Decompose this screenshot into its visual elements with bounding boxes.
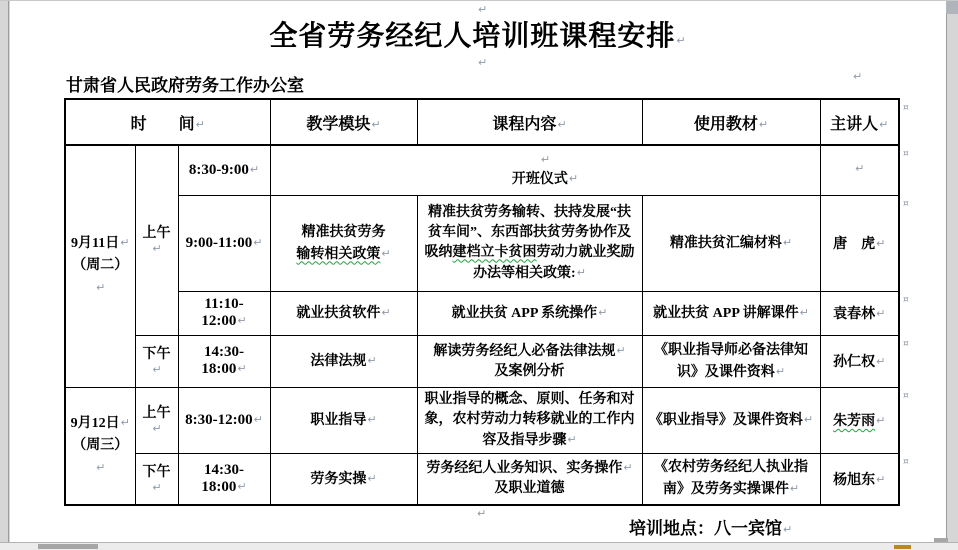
cell-pm-day1[interactable] xyxy=(135,335,178,387)
cell-am-day1[interactable] xyxy=(135,145,178,335)
pilcrow-mark: ↵ xyxy=(568,172,579,186)
content-text-squiggled: 建档立卡贫困 xyxy=(452,244,537,260)
document-subtitle xyxy=(66,71,304,96)
ampm-text: 下午 xyxy=(142,464,171,480)
pilcrow-mark: ↵ xyxy=(237,314,247,327)
time-text: 8:30-9:00 xyxy=(188,161,249,178)
pilcrow-mark: ↵ xyxy=(96,460,106,474)
cell-speaker-law[interactable] xyxy=(820,335,899,387)
pilcrow-mark: ↵ xyxy=(367,471,377,485)
ampm-text: 上午 xyxy=(142,406,171,421)
column-header-speaker[interactable] xyxy=(820,99,899,145)
cell-speaker-practice[interactable] xyxy=(820,453,899,505)
cell-speaker-policy[interactable] xyxy=(820,195,899,291)
cell-time-opening[interactable] xyxy=(178,145,270,195)
cell-time-guidance[interactable] xyxy=(178,387,270,453)
schedule-table xyxy=(64,98,900,506)
opening-ceremony-text: 开班仪式 xyxy=(511,172,568,188)
row-end-mark: ¤ xyxy=(903,339,909,349)
document-page[interactable] xyxy=(10,1,946,542)
pilcrow-mark: ↵ xyxy=(120,415,130,429)
cell-content-guidance[interactable] xyxy=(417,387,642,453)
scrollbar-right-segment xyxy=(934,538,948,542)
module-text-squiggled: 输转相关政策 xyxy=(296,246,381,262)
cell-pm-day2[interactable] xyxy=(135,453,178,505)
right-page-edge xyxy=(946,1,958,542)
column-header-module[interactable] xyxy=(270,99,417,145)
cell-content-app[interactable] xyxy=(417,291,642,335)
time-text: 11:10-12:00 xyxy=(201,296,244,329)
cell-module-practice[interactable] xyxy=(270,453,417,505)
module-text: 就业扶贫软件 xyxy=(296,306,381,321)
date-text: 9月12日 xyxy=(70,415,120,431)
pilcrow-mark: ↵ xyxy=(803,413,814,426)
pilcrow-mark: ↵ xyxy=(367,354,377,367)
cell-module-app[interactable] xyxy=(270,291,417,335)
pilcrow-mark: ↵ xyxy=(623,461,633,475)
pilcrow-mark: ↵ xyxy=(96,281,106,295)
material-text: 就业扶贫 APP 讲解课件 xyxy=(653,306,799,321)
ampm-text: 上午 xyxy=(142,226,171,242)
pilcrow-mark: ↵ xyxy=(237,479,247,493)
material-text: 《职业指导师必备法律知识》及课件资料 xyxy=(654,342,809,380)
cell-material-app[interactable] xyxy=(642,291,820,335)
cell-date-day1[interactable] xyxy=(65,145,135,387)
pilcrow-mark: ↵ xyxy=(676,34,687,47)
content-text: 劳务经纪人业务知识、实务操作 xyxy=(426,461,623,477)
row-end-mark: ¤ xyxy=(903,295,909,305)
module-text: 劳务实操 xyxy=(310,471,367,487)
cell-content-policy[interactable] xyxy=(417,195,642,291)
pilcrow-mark: ↵ xyxy=(253,235,263,249)
pilcrow-mark: ↵ xyxy=(381,306,391,319)
pilcrow-mark: ↵ xyxy=(616,343,626,357)
speaker-text: 孙仁权 xyxy=(833,355,876,370)
pilcrow-mark: ↵ xyxy=(782,236,793,249)
pilcrow-mark: ↵ xyxy=(876,472,886,486)
pilcrow-mark: ↵ xyxy=(152,242,162,256)
row-practice xyxy=(65,453,899,505)
pilcrow-mark: ↵ xyxy=(478,3,488,16)
cell-material-guidance[interactable] xyxy=(642,387,820,453)
pilcrow-mark: ↵ xyxy=(855,162,865,176)
column-header-material[interactable] xyxy=(642,99,820,145)
training-location-text: 培训地点：八一宾馆 xyxy=(629,519,782,538)
cell-module-guidance[interactable] xyxy=(270,387,417,453)
module-text: 职业指导 xyxy=(310,413,367,428)
material-text: 《农村劳务经纪人执业指南》及劳务实操课件 xyxy=(654,460,809,498)
pilcrow-mark: ↵ xyxy=(477,507,487,520)
cell-material-policy[interactable] xyxy=(642,195,820,291)
speaker-text: 杨旭东 xyxy=(833,472,876,488)
header-content-label: 课程内容 xyxy=(492,115,557,133)
time-text: 14:30-18:00 xyxy=(201,461,244,495)
row-law xyxy=(65,335,899,387)
pilcrow-mark: ↵ xyxy=(876,414,886,427)
weekday-text: （周二） xyxy=(72,258,129,274)
header-material-label: 使用教材 xyxy=(693,115,758,133)
cell-module-policy[interactable] xyxy=(270,195,417,291)
row-end-mark: ¤ xyxy=(903,457,909,467)
pilcrow-mark: ↵ xyxy=(195,117,205,131)
content-text: 解读劳务经纪人必备法律法规 xyxy=(433,343,616,359)
left-page-edge xyxy=(0,1,9,542)
document-subtitle-text: 甘肃省人民政府劳务工作办公室 xyxy=(66,76,304,95)
content-text: 及案例分析 xyxy=(494,363,565,379)
cell-time-law[interactable] xyxy=(178,335,270,387)
pilcrow-mark: ↵ xyxy=(775,364,786,378)
header-row xyxy=(65,99,899,145)
pilcrow-mark: ↵ xyxy=(152,480,162,494)
module-text: 法律法规 xyxy=(310,354,367,369)
pilcrow-mark: ↵ xyxy=(152,363,162,376)
status-accent-bar xyxy=(894,545,911,549)
page-title-text: 全省劳务经纪人培训班课程安排 xyxy=(269,20,676,51)
ampm-text: 下午 xyxy=(142,347,171,362)
header-speaker-label: 主讲人 xyxy=(830,115,879,133)
content-text: 就业扶贫 APP 系统操作 xyxy=(451,305,598,321)
row-guidance xyxy=(65,387,899,453)
speaker-text-squiggled: 朱芳雨 xyxy=(833,414,876,429)
time-text: 14:30-18:00 xyxy=(201,344,244,377)
time-text: 8:30-12:00 xyxy=(185,411,253,428)
pilcrow-mark: ↵ xyxy=(853,70,863,83)
row-end-mark: ¤ xyxy=(903,103,909,113)
pilcrow-mark: ↵ xyxy=(253,412,263,426)
pilcrow-mark: ↵ xyxy=(879,117,889,131)
column-header-content[interactable] xyxy=(417,99,642,145)
row-opening xyxy=(65,145,899,195)
pilcrow-mark: ↵ xyxy=(367,413,377,426)
cell-speaker-opening[interactable] xyxy=(820,145,899,195)
pilcrow-mark: ↵ xyxy=(783,523,793,536)
content-text: 劳动力就业奖励办法等相关政策: xyxy=(473,244,635,281)
content-text: 及职业道德 xyxy=(494,481,565,497)
content-text: 职业指导的概念、原则、任务和对象，农村劳动力转移就业的工作内容及指导步骤 xyxy=(424,391,635,448)
cell-time-policy[interactable] xyxy=(178,195,270,291)
row-app xyxy=(65,291,899,335)
material-text: 精准扶贫汇编材料 xyxy=(669,236,782,251)
speaker-text: 袁春林 xyxy=(833,307,876,322)
weekday-text: （周三） xyxy=(72,437,129,453)
pilcrow-mark: ↵ xyxy=(876,355,886,368)
pilcrow-mark: ↵ xyxy=(237,362,247,375)
cell-speaker-guidance[interactable] xyxy=(820,387,899,453)
row-end-mark: ¤ xyxy=(903,199,909,209)
module-text: 精准扶贫劳务 xyxy=(301,224,386,240)
cell-am-day2[interactable] xyxy=(135,387,178,453)
pilcrow-mark: ↵ xyxy=(249,162,260,176)
speaker-text: 唐 虎 xyxy=(833,237,876,252)
time-text: 9:00-11:00 xyxy=(185,234,253,251)
cell-content-practice[interactable] xyxy=(417,453,642,505)
cell-speaker-app[interactable] xyxy=(820,291,899,335)
row-end-mark: ¤ xyxy=(903,391,909,401)
cell-content-law[interactable] xyxy=(417,335,642,387)
row-end-mark: ¤ xyxy=(903,149,909,159)
cell-material-practice[interactable] xyxy=(642,453,820,505)
cell-material-law[interactable] xyxy=(642,335,820,387)
scrollbar-thumb[interactable] xyxy=(38,544,98,549)
cell-time-practice[interactable] xyxy=(178,453,270,505)
cell-date-day2[interactable] xyxy=(65,387,135,505)
pilcrow-mark: ↵ xyxy=(876,237,886,250)
pilcrow-mark: ↵ xyxy=(152,422,162,435)
cell-opening-ceremony[interactable] xyxy=(270,145,820,195)
vertical-scrollbar-stub[interactable] xyxy=(946,1,958,14)
material-text: 《职业指导》及课件资料 xyxy=(648,413,803,428)
pilcrow-mark: ↵ xyxy=(371,117,381,131)
pilcrow-mark: ↵ xyxy=(567,432,577,446)
header-module-label: 教学模块 xyxy=(306,115,371,133)
content-text: 精准扶贫劳务输转、扶持发展“扶贫车间”、东西部扶贫劳务协作及吸纳 xyxy=(424,204,632,260)
date-text: 9月11日 xyxy=(71,236,120,252)
pilcrow-mark: ↵ xyxy=(758,117,769,131)
training-location-note xyxy=(629,514,792,539)
pilcrow-mark: ↵ xyxy=(799,306,809,319)
header-time-label: 时 间 xyxy=(130,115,195,133)
pilcrow-mark: ↵ xyxy=(120,236,130,250)
pilcrow-mark: ↵ xyxy=(576,265,586,279)
pilcrow-mark: ↵ xyxy=(540,153,551,167)
page-title xyxy=(10,14,946,54)
pilcrow-mark: ↵ xyxy=(478,56,488,69)
pilcrow-mark: ↵ xyxy=(876,307,886,320)
pilcrow-mark: ↵ xyxy=(381,246,391,260)
column-header-time[interactable] xyxy=(65,99,270,145)
cell-time-app[interactable] xyxy=(178,291,270,335)
pilcrow-mark: ↵ xyxy=(789,482,800,496)
pilcrow-mark: ↵ xyxy=(557,117,567,131)
row-policy xyxy=(65,195,899,291)
cell-module-law[interactable] xyxy=(270,335,417,387)
pilcrow-mark: ↵ xyxy=(598,305,608,319)
horizontal-scrollbar[interactable] xyxy=(0,542,958,550)
